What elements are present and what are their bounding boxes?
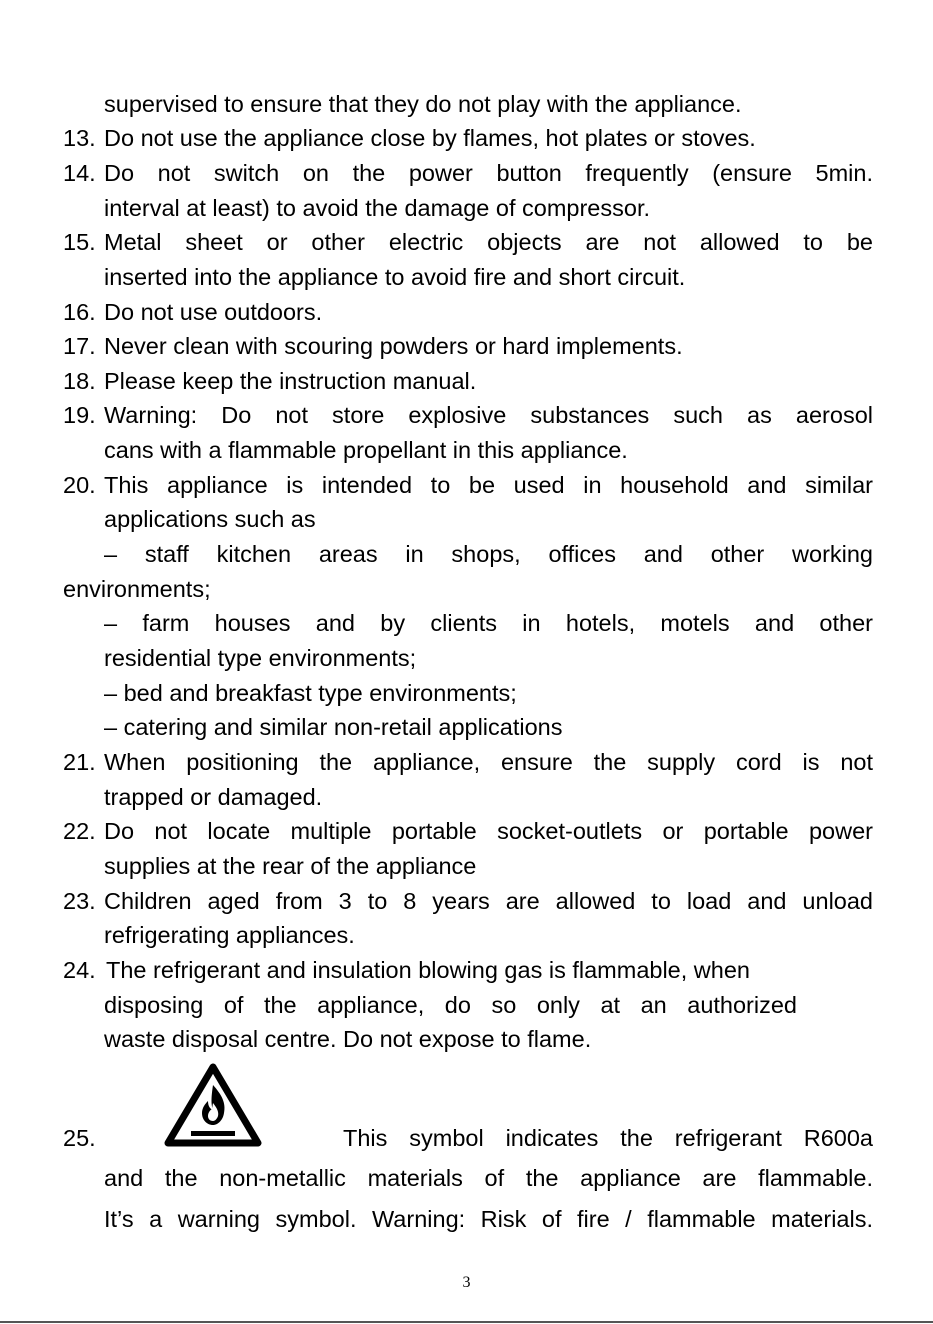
item-20-text: This appliance is intended to be used in household and similar bbox=[104, 472, 873, 498]
item-25-text-cont2: It’s a warning symbol. Warning: Risk of fire / flammable materials. bbox=[104, 1206, 873, 1232]
item-22-text-cont: supplies at the rear of the appliance bbox=[104, 853, 477, 879]
item-number: 18. bbox=[63, 368, 96, 394]
item-21-text: When positioning the appliance, ensure the supply cord is not bbox=[104, 749, 873, 775]
item-25-text-cont: and the non-metallic materials of the appliance are flammable. bbox=[104, 1165, 873, 1191]
item-20-text-cont: applications such as bbox=[104, 506, 316, 532]
item-text: Do not use outdoors. bbox=[104, 299, 323, 325]
flammable-warning-icon bbox=[164, 1063, 262, 1147]
item-20-bullet-catering: – catering and similar non-retail applications bbox=[104, 714, 563, 740]
item-13 bbox=[63, 124, 756, 152]
item-24-text-cont: disposing of the appliance, do so only at an authorized bbox=[104, 992, 797, 1018]
item-19-number: 19. bbox=[63, 402, 96, 428]
item-22-number: 22. bbox=[63, 818, 96, 844]
item-24-text: The refrigerant and insulation blowing gas is flammable, when bbox=[106, 957, 750, 983]
text-line: supervised to ensure that they do not play with the appliance. bbox=[104, 91, 742, 117]
item-25-number: 25. bbox=[63, 1125, 96, 1151]
item-14-number: 14. bbox=[63, 160, 96, 186]
item-20-bullet-staff-cont: environments; bbox=[63, 576, 211, 602]
item-19-text-cont: cans with a flammable propellant in this appliance. bbox=[104, 437, 628, 463]
item-21-text-cont: trapped or damaged. bbox=[104, 784, 323, 810]
bottom-divider bbox=[0, 1321, 933, 1323]
item-20-bullet-farm-cont: residential type environments; bbox=[104, 645, 417, 671]
item-20-bullet-bnb: – bed and breakfast type environments; bbox=[104, 680, 517, 706]
item-15-text: Metal sheet or other electric objects are not allowed to be bbox=[104, 229, 873, 255]
item-18 bbox=[63, 367, 476, 395]
item-number: 17. bbox=[63, 333, 96, 359]
item-text: Do not use the appliance close by flames, hot plates or stoves. bbox=[104, 125, 756, 151]
page-number: 3 bbox=[462, 1274, 471, 1291]
item-number: 16. bbox=[63, 299, 96, 325]
item-24-text-cont2: waste disposal centre. Do not expose to flame. bbox=[104, 1026, 592, 1052]
item-14-text-cont: interval at least) to avoid the damage of compressor. bbox=[104, 195, 651, 221]
item-23-text-cont: refrigerating appliances. bbox=[104, 922, 355, 948]
item-15-number: 15. bbox=[63, 229, 96, 255]
item-24-number: 24. bbox=[63, 957, 96, 983]
item-19-text: Warning: Do not store explosive substances such as aerosol bbox=[104, 402, 873, 428]
item-text: Please keep the instruction manual. bbox=[104, 368, 477, 394]
item-21-number: 21. bbox=[63, 749, 96, 775]
item-17 bbox=[63, 332, 683, 360]
item-23-text: Children aged from 3 to 8 years are allowed to load and unload bbox=[104, 888, 873, 914]
item-22-text: Do not locate multiple portable socket-outlets or portable power bbox=[104, 818, 873, 844]
item-20-number: 20. bbox=[63, 472, 96, 498]
item-text: Never clean with scouring powders or hard implements. bbox=[104, 333, 683, 359]
item-number: 13. bbox=[63, 125, 96, 151]
item-20-bullet-farm: – farm houses and by clients in hotels, motels and other bbox=[104, 610, 873, 636]
item-23-number: 23. bbox=[63, 888, 96, 914]
item-14-text: Do not switch on the power button frequently (ensure 5min. bbox=[104, 160, 873, 186]
item-16 bbox=[63, 298, 322, 326]
item-20-bullet-staff: – staff kitchen areas in shops, offices and other working bbox=[104, 541, 873, 567]
item-15-text-cont: inserted into the appliance to avoid fire and short circuit. bbox=[104, 264, 686, 290]
item-25-text: This symbol indicates the refrigerant R600a bbox=[343, 1125, 873, 1151]
